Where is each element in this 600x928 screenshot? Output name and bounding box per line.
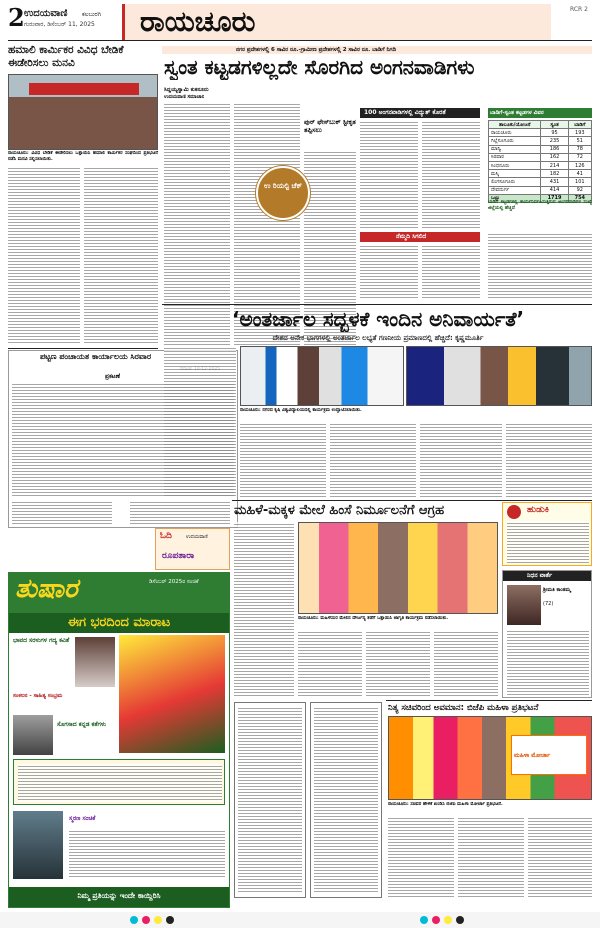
table-cell: ಮಾನ್ವಿ: [489, 145, 541, 153]
section-rule-1: [162, 304, 592, 305]
classifieds-icon: [507, 505, 521, 519]
kicker: ನಗರ ಪ್ರದೇಶಗಳಲ್ಲಿ 6 ಸಾವಿರ ರೂ.-ಗ್ರಾಮೀಣ ಪ್ರದೇಶಗಳಲ್ಲಿ 2 ಸಾವಿರ ರೂ. ಬಾಡಿಗೆ ನಿಗದಿ: [236, 47, 397, 53]
hamali-caption: ರಾಯಚೂರು: ವಿವಿಧ ಬೇಡಿಕೆ ಈಡೇರಿಸಲು ಒತ್ತಾಯಿಸಿ ಹಮಾಲಿ ಕಾರ್ಮಿಕರ ಸಂಘದಿಂದ ಪ್ರತಿಭಟನೆ ನಡೆಸಿ ಮನವಿ ಸಲ್ಲಿಸಲಾಯಿತು.: [8, 151, 158, 162]
table-row: [489, 178, 592, 186]
table-note: ಬಾಡಿಗೆ ಕಟ್ಟಡಗಳಲ್ಲಿ ಕಾರ್ಯನಿರ್ವಹಿಸುತ್ತಿರುವ ಅಂಗನವಾಡಿಗಳ ಸಂಖ್ಯೆ ಜಿಲ್ಲೆಯಲ್ಲಿ ಹೆಚ್ಚಿದೆ: [488, 200, 592, 211]
table-cell: 431: [541, 178, 568, 186]
bjp-banner: ಮಹಿಳಾ ಮೋರ್ಚಾ: [514, 752, 551, 759]
table-side-body: [488, 232, 592, 300]
tushara-cover: [119, 635, 225, 753]
table-row: [489, 145, 592, 153]
table-cell: 414: [541, 186, 568, 194]
hamali-body-col2: [84, 166, 158, 344]
reg-mark-cyan: [130, 916, 138, 924]
tushara-issue: ಡಿಸೆಂಬರ್ 2025ರ ಸಂಚಿಕೆ: [149, 579, 199, 585]
tushara-brand: ತುಷಾರ: [15, 574, 78, 604]
women-caption: ರಾಯಚೂರು: ಮಹಿಳೆಯರ ಮೇಲಿನ ದೌರ್ಜನ್ಯ ತಡೆಗೆ ಒತ್ತಾಯಿಸಿ ಜಾಗೃತಿ ಕಾರ್ಯಕ್ರಮ ನಡೆಸಲಾಯಿತು.: [298, 616, 449, 621]
table-cell: 72: [568, 153, 591, 161]
reg-mark-magenta: [142, 916, 150, 924]
table-cell: ರಾಯಚೂರು: [489, 129, 541, 137]
table-cell: ಸಿರವಾರ: [489, 153, 541, 161]
tushara-contents: [13, 759, 225, 805]
table-cell: 162: [541, 153, 568, 161]
table-row: [489, 129, 592, 137]
main-byline: ಸಿದ್ದಯ್ಯಸ್ವಾಮಿ ಕುಕನೂರು: [164, 87, 209, 93]
obituary-box: [502, 570, 592, 698]
table-cell: 235: [541, 137, 568, 145]
table-cell: 186: [541, 145, 568, 153]
table-row: [489, 161, 592, 169]
ad-subtitle: ಉದಯವಾಣಿ: [186, 534, 208, 540]
hamali-headline: ಹಮಾಲಿ ಕಾರ್ಮಿಕರ ವಿವಿಧ ಬೇಡಿಕೆ ಈಡೇರಿಸಲು ಮನವಿ: [8, 44, 124, 69]
table-cell: 126: [568, 161, 591, 169]
box-body-col2: [422, 120, 480, 230]
edition-name: ಕಲಬುರಗಿ: [82, 11, 102, 18]
reality-check-badge: [256, 166, 310, 220]
hamali-photo: [8, 74, 158, 150]
reg-mark-magenta-2: [432, 916, 440, 924]
rent-table: [488, 120, 592, 203]
bjp-photo: [388, 716, 592, 800]
obituary-photo: [507, 585, 541, 625]
internet-body-col4: [420, 422, 502, 498]
page-code: RCR 2: [570, 6, 588, 13]
internet-subhead: ದೇಶದ ಅನೇಕ ಭಾಗಗಳಲ್ಲಿ ಅಂತರ್ಜಾಲ ಲಭ್ಯತೆ ಗಣನೀಯ ಪ್ರಮಾಣದಲ್ಲಿ ಹೆಚ್ಚಿದೆ: ಕೃಷ್ಣಮೂರ್ತಿ: [272, 334, 484, 342]
tushara-ad: [8, 572, 230, 908]
obituary-title: ನಿಧನ ವಾರ್ತೆ: [527, 572, 553, 579]
table-cell: 51: [568, 137, 591, 145]
hamali-body-col1: [8, 166, 80, 344]
section-title: ರಾಯಚೂರು: [140, 5, 256, 38]
table-cell: ಸಿಂಧನೂರು: [489, 161, 541, 169]
table-cell: 182: [541, 170, 568, 178]
obituary-age: (72): [543, 601, 554, 607]
table-row: [489, 186, 592, 194]
table-cell: 78: [568, 145, 591, 153]
sidebar-title: ಪುನ್ ಫೇಸ್‌ಬುಕ್ ಸ್ಟೀಕೃತ ತಪ್ಪಿಸಲು: [304, 118, 356, 134]
table-header-cell: ಬಾಡಿಗೆ: [568, 121, 591, 129]
section-rule-2: [232, 500, 592, 501]
section-banner-accent: [122, 4, 125, 40]
tushara-text1: ಭಾವದ ಸರಳುಗಳ ಗದ್ಯ ಕವಿತೆ: [13, 637, 70, 644]
protest-banner: [29, 83, 139, 95]
ad-title: ಓದಿ: [160, 531, 172, 541]
dateline: ಗುರುವಾರ, ಡಿಸೆಂಬರ್ 11, 2025: [24, 21, 95, 28]
tender-notice-1: [234, 702, 306, 898]
table-cell: 754: [568, 194, 591, 202]
tushara-text-lines: [69, 829, 225, 877]
internet-photo: [240, 346, 404, 406]
table-row: [489, 170, 592, 178]
box-body-col1: [360, 120, 418, 230]
table-cell: ಒಟ್ಟು: [489, 194, 541, 202]
bjp-body-col3: [528, 816, 592, 898]
internet-body-left: [164, 346, 236, 498]
masthead-rule: [8, 40, 592, 41]
tushara-text4: ಸ್ಮರಣ ಸಂಚಿಕೆ: [69, 815, 96, 822]
box2-body-col2: [422, 244, 480, 300]
tushara-portrait-2: [13, 715, 53, 755]
women-body-col4: [434, 630, 498, 698]
reg-mark-black: [166, 916, 174, 924]
table-cell: 95: [541, 129, 568, 137]
tushara-text3: ಸೊಗಸಾದ ಕನ್ನಡ ಕತೆಗಳು: [57, 721, 107, 728]
table-cell: 101: [568, 178, 591, 186]
reg-mark-black-2: [456, 916, 464, 924]
notice-subtitle: ಪ್ರಕಟಣೆ: [105, 373, 121, 380]
roopatara-ad: [155, 528, 230, 570]
table-cell: ಗಿಲ್ಲೆಸೂಗೂರು: [489, 137, 541, 145]
women-body-col3: [366, 630, 430, 698]
tushara-portrait-3: [13, 811, 63, 879]
obituary-lines: [507, 629, 589, 695]
notice-signature-right: [130, 500, 230, 524]
bjp-headline: ನಿತ್ಯ ಸಚಿವರಿಂದ ಅವಮಾನ: ಬಿಜೆಪಿ ಮಹಿಳಾ ಪ್ರತಿಭಟನೆ: [388, 703, 539, 713]
internet-body-col3: [330, 422, 416, 498]
bjp-body-col2: [458, 816, 524, 898]
classifieds-lines: [507, 521, 589, 563]
section-rule-3: [386, 700, 592, 701]
women-headline: ಮಹಿಳೆ-ಮಕ್ಕಳ ಮೇಲೆ ಹಿಂಸೆ ನಿರ್ಮೂಲನೆಗೆ ಆಗ್ರಹ: [234, 503, 445, 518]
obituary-name: ಶ್ರೀಮತಿ ಕಾಂತಮ್ಮ: [543, 587, 571, 593]
internet-caption: ರಾಯಚೂರು: ನಗರದ ಕೃಷಿ ವಿಶ್ವವಿದ್ಯಾಲಯದಲ್ಲಿ ಕಾರ್ಯಕ್ರಮ ಉದ್ಘಾಟಿಸಲಾಯಿತು.: [240, 408, 362, 413]
women-body-col1: [234, 522, 294, 698]
badge-text: ಉ ರಿಯಲ್ಟಿ ಚೆಕ್: [264, 182, 302, 190]
notice-signature-left: [12, 500, 112, 524]
classifieds-label: ಹುಡುಕಿ: [527, 505, 549, 515]
table-cell: 1719: [541, 194, 568, 202]
page-number: 2: [8, 3, 25, 32]
table-row: [489, 137, 592, 145]
table-cell: ಮಸ್ಕಿ: [489, 170, 541, 178]
table-cell: ದೇವದುರ್ಗ: [489, 186, 541, 194]
tushara-text2: ಸಂಕಲನ - ಸಾಹಿತ್ಯ ಸಂಭ್ರಮ: [13, 693, 63, 699]
main-subhead: ಉದಯವಾಣಿ ಸಮಾಚಾರ: [164, 94, 205, 100]
reg-mark-yellow-2: [444, 916, 452, 924]
box2-title: ನೆಮ್ಮದಿ ಸಿಗಲಿದೆ: [396, 233, 427, 240]
table-header-cell: ತಾಲೂಕು/ಯೋಜನೆ: [489, 121, 541, 129]
table-header-cell: ಸ್ವಂತ: [541, 121, 568, 129]
table-cell: 214: [541, 161, 568, 169]
notice-rule: [8, 348, 158, 349]
paper-name: ಉದಯವಾಣಿ: [24, 8, 68, 19]
box-title: 100 ಅಂಗನವಾಡಿಗಳಲ್ಲಿ ವಿದ್ಯುತ್ ಕೊರತೆ: [364, 109, 446, 116]
box2-body-col1: [360, 244, 418, 300]
tushara-footer: ನಿಮ್ಮ ಪ್ರತಿಯನ್ನು ಇಂದೇ ಕಾಯ್ದಿರಿಸಿ: [77, 891, 161, 900]
table-cell: 41: [568, 170, 591, 178]
main-headline: ಸ್ವಂತ ಕಟ್ಟಡಗಳಿಲ್ಲದೇ ಸೊರಗಿದ ಅಂಗನವಾಡಿಗಳು: [164, 55, 475, 79]
internet-body-col5: [506, 422, 592, 498]
bjp-caption: ರಾಯಚೂರು: ಸಚಿವರ ಹೇಳಿಕೆ ಖಂಡಿಸಿ ಬಿಜೆಪಿ ಮಹಿಳಾ ಮೋರ್ಚಾ ಪ್ರತಿಭಟನೆ.: [388, 802, 503, 807]
table-cell: ಲಿಂಗಸೂಗೂರು: [489, 178, 541, 186]
table-cell: 92: [568, 186, 591, 194]
table-row: [489, 153, 592, 161]
tender-notice-2: [310, 702, 382, 898]
print-strip: [0, 912, 600, 928]
internet-body-col2: [240, 422, 326, 498]
table-cell: 193: [568, 129, 591, 137]
bjp-body-col1: [388, 816, 454, 898]
tushara-banner: ಈಗ ಭರದಿಂದ ಮಾರಾಟ: [67, 615, 171, 630]
reg-mark-cyan-2: [420, 916, 428, 924]
reg-mark-yellow: [154, 916, 162, 924]
women-body-col2: [298, 630, 362, 698]
classifieds-box: [502, 502, 592, 566]
women-photo: [298, 522, 498, 614]
tushara-portrait-1: [75, 637, 115, 687]
internet-headline: ‘ಅಂತರ್ಜಾಲ ಸದ್ಬಳಕೆ ಇಂದಿನ ಅನಿವಾರ್ಯತೆ’: [231, 307, 525, 331]
tushara-contents-lines: [18, 764, 222, 802]
ad-tag: ರೂಪತಾರಾ: [162, 551, 195, 561]
table-title: ಬಾಡಿಗೆ-ಸ್ವಂತ ಕಟ್ಟಡಗಳ ವಿವರ: [490, 110, 544, 116]
notice-title: ಪಟ್ಟಣ ಪಂಚಾಯತ ಕಾರ್ಯಾಲಯ ಸಿರವಾರ: [40, 352, 152, 361]
